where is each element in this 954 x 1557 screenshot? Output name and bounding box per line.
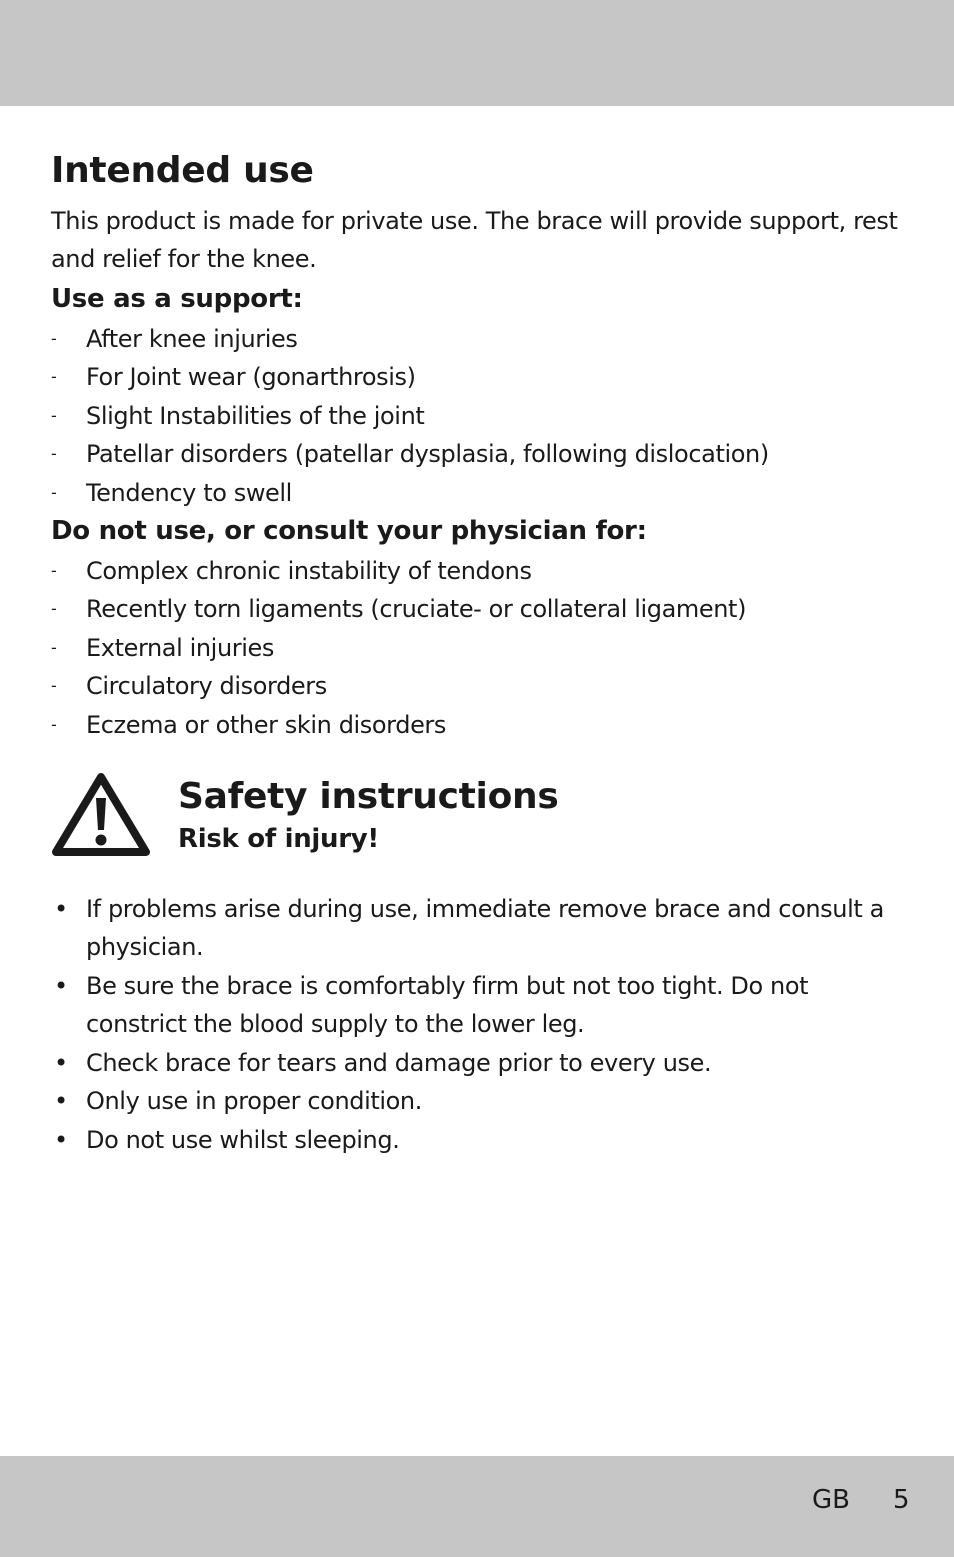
list-item: • Check brace for tears and damage prior to every use.	[51, 1044, 911, 1082]
footer-band	[0, 1456, 954, 1557]
intended-use-heading: Intended use	[51, 150, 314, 191]
header-band	[0, 0, 954, 106]
safety-header	[51, 770, 911, 870]
bullet-marker: •	[54, 1087, 68, 1116]
list-item: - For Joint wear (gonarthrosis)	[51, 358, 911, 396]
dash-marker: -	[51, 482, 57, 502]
list-item: - External injuries	[51, 629, 911, 667]
page-number: 5	[893, 1485, 910, 1515]
list-item: - Circulatory disorders	[51, 667, 911, 705]
support-list	[51, 320, 911, 512]
dash-marker: -	[51, 405, 57, 425]
risk-of-injury-subheading: Risk of injury!	[178, 824, 379, 855]
list-item: - Recently torn ligaments (cruciate- or collateral ligament)	[51, 590, 911, 628]
page-content	[51, 148, 911, 1159]
bullet-marker: •	[54, 1048, 68, 1077]
list-item: - Complex chronic instability of tendons	[51, 552, 911, 590]
list-item: - After knee injuries	[51, 320, 911, 358]
bullet-marker: •	[54, 895, 68, 924]
dash-marker: -	[51, 676, 57, 696]
list-item: • Be sure the brace is comfortably firm but not too tight. Do not constrict the blood supply to the lower leg.	[51, 967, 911, 1044]
dash-marker: -	[51, 367, 57, 387]
list-item: - Slight Instabilities of the joint	[51, 397, 911, 435]
warning-triangle-icon	[51, 770, 151, 858]
list-item: - Eczema or other skin disorders	[51, 706, 911, 744]
dash-marker: -	[51, 714, 57, 734]
dash-marker: -	[51, 561, 57, 581]
safety-list	[51, 890, 911, 1159]
dash-marker: -	[51, 637, 57, 657]
intended-use-intro: This product is made for private use. The brace will provide support, rest and relief for the knee.	[51, 207, 898, 273]
list-item: • Only use in proper condition.	[51, 1082, 911, 1120]
list-item: - Patellar disorders (patellar dysplasia, following dislocation)	[51, 435, 911, 473]
safety-instructions-heading: Safety instructions	[178, 776, 559, 818]
bullet-marker: •	[54, 1125, 68, 1154]
contraindications-heading: Do not use, or consult your physician for:	[51, 516, 647, 547]
list-item: - Tendency to swell	[51, 474, 911, 512]
list-item: • If problems arise during use, immediate remove brace and consult a physician.	[51, 890, 911, 967]
support-heading: Use as a support:	[51, 284, 303, 314]
language-code: GB	[812, 1485, 850, 1515]
list-item: • Do not use whilst sleeping.	[51, 1121, 911, 1159]
dash-marker: -	[51, 599, 57, 619]
contraindications-list	[51, 552, 911, 744]
dash-marker: -	[51, 444, 57, 464]
dash-marker: -	[51, 329, 57, 348]
bullet-marker: •	[54, 971, 68, 1000]
